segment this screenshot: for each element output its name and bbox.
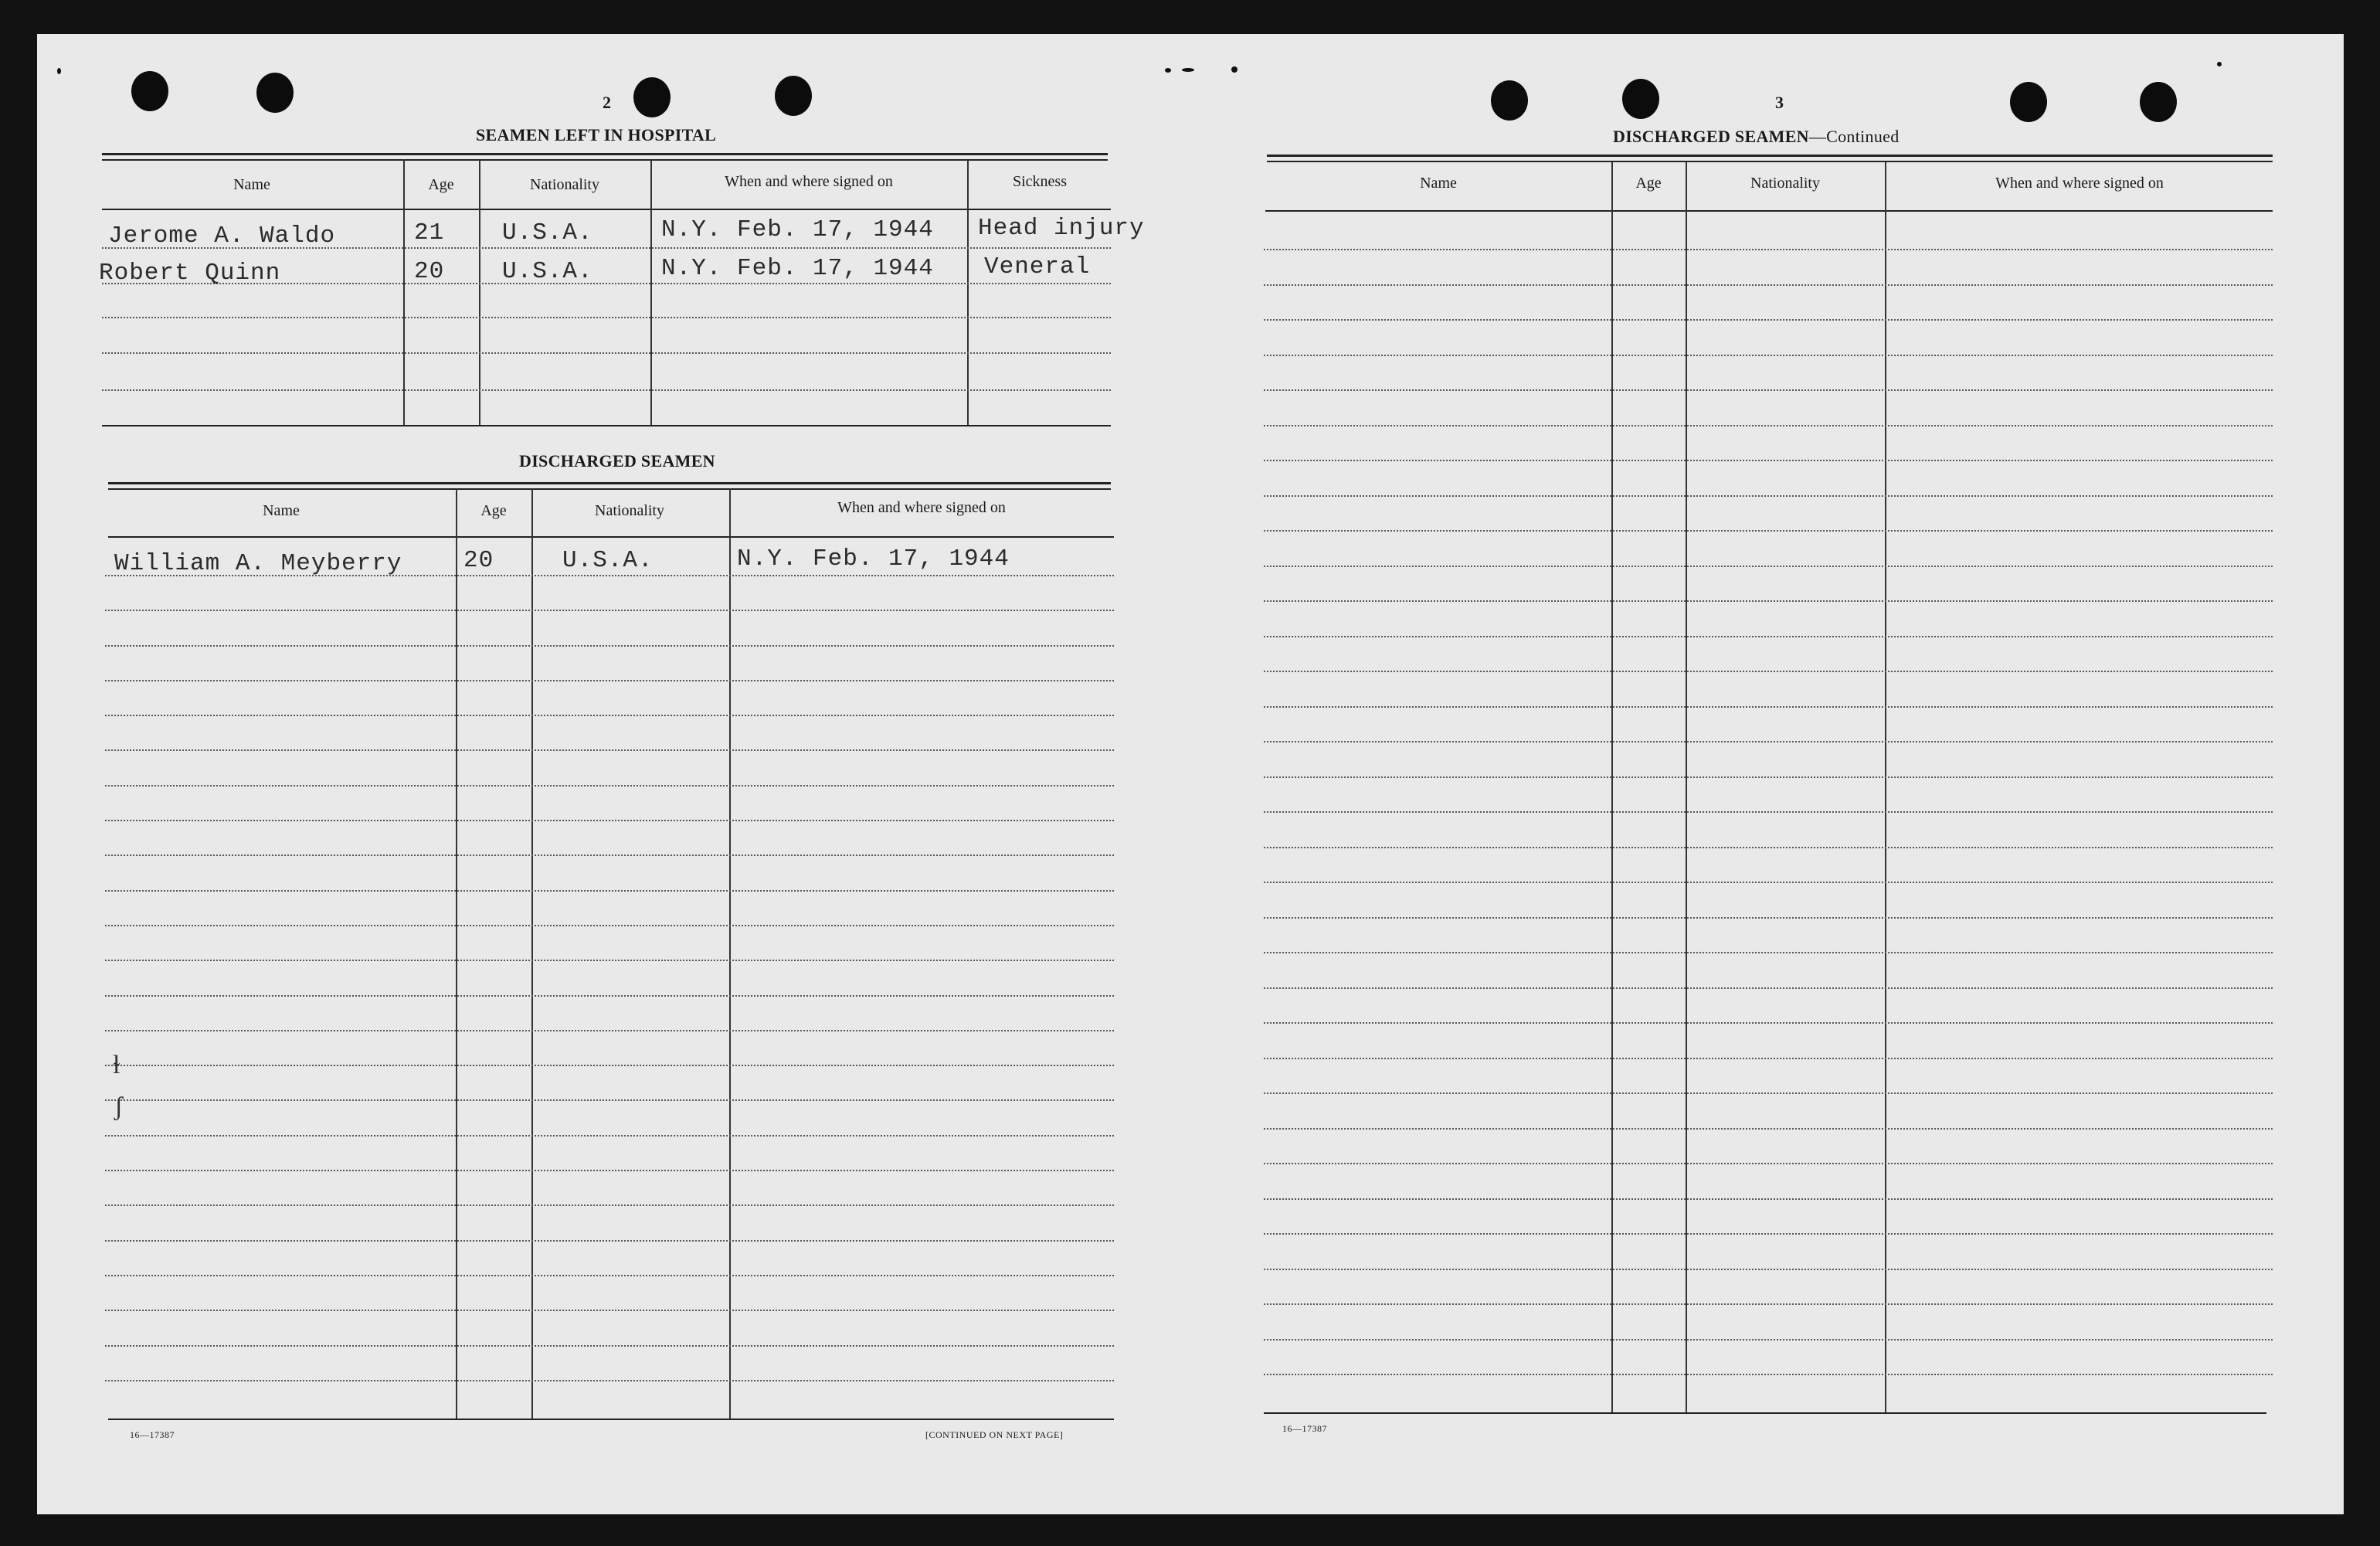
entry-line bbox=[1264, 741, 2273, 742]
ink-speck bbox=[1165, 68, 1171, 73]
entry-line bbox=[105, 575, 1114, 576]
column-divider bbox=[650, 159, 652, 426]
header-rule bbox=[102, 159, 1108, 161]
entry-line bbox=[1264, 355, 2273, 356]
entry-line bbox=[105, 855, 1114, 856]
discharged-title-text: DISCHARGED SEAMEN bbox=[1613, 127, 1809, 146]
entry-line bbox=[1264, 1058, 2273, 1059]
column-header-sickness: Sickness bbox=[1013, 173, 1067, 190]
punch-hole bbox=[2140, 82, 2177, 122]
column-header-nationality: Nationality bbox=[1750, 175, 1820, 192]
column-divider bbox=[456, 488, 457, 1419]
entry-line bbox=[105, 1205, 1114, 1206]
entry-line bbox=[1264, 1374, 2273, 1375]
entry-line bbox=[105, 1275, 1114, 1276]
column-header-signed-on: When and where signed on bbox=[1995, 175, 2164, 192]
discharged-row-nationality: U.S.A. bbox=[562, 547, 654, 574]
hospital-section-title: SEAMEN LEFT IN HOSPITAL bbox=[476, 125, 717, 144]
entry-line bbox=[105, 960, 1114, 961]
entry-line bbox=[1264, 1303, 2273, 1305]
discharged-section-title: DISCHARGED SEAMEN bbox=[519, 451, 715, 471]
hospital-row-signed-on: N.Y. Feb. 17, 1944 bbox=[661, 255, 934, 282]
pencil-mark: ʃ bbox=[114, 1092, 124, 1121]
entry-line bbox=[105, 1310, 1114, 1311]
entry-line bbox=[1264, 952, 2273, 953]
column-divider bbox=[967, 159, 969, 426]
entry-line bbox=[105, 1380, 1114, 1381]
column-divider bbox=[1611, 162, 1613, 1414]
form-number-right: 16—17387 bbox=[1282, 1423, 1327, 1434]
entry-line bbox=[1264, 284, 2273, 286]
entry-line bbox=[1264, 1163, 2273, 1164]
entry-line bbox=[105, 1135, 1114, 1137]
column-header-name: Name bbox=[1420, 175, 1457, 192]
column-header-name: Name bbox=[233, 176, 270, 193]
entry-line bbox=[1264, 1092, 2273, 1094]
hospital-row-signed-on: N.Y. Feb. 17, 1944 bbox=[661, 216, 934, 243]
entry-line bbox=[105, 1170, 1114, 1171]
entry-line bbox=[105, 1065, 1114, 1066]
ink-speck bbox=[1182, 68, 1194, 72]
continued-suffix: —Continued bbox=[1808, 127, 1900, 146]
entry-line bbox=[1264, 530, 2273, 532]
punch-hole bbox=[131, 71, 168, 111]
page-number-right: 3 bbox=[1775, 93, 1784, 112]
form-sheet bbox=[37, 34, 2344, 1514]
entry-line bbox=[105, 785, 1114, 787]
discharged-row-age: 20 bbox=[463, 547, 494, 574]
section-bottom-rule bbox=[1264, 1412, 2266, 1414]
entry-line bbox=[105, 890, 1114, 892]
entry-line bbox=[105, 715, 1114, 716]
column-divider bbox=[729, 488, 731, 1419]
ink-speck bbox=[57, 68, 61, 74]
punch-hole bbox=[633, 77, 671, 117]
entry-line bbox=[105, 680, 1114, 681]
header-rule bbox=[108, 488, 1111, 490]
entry-line bbox=[105, 645, 1114, 647]
entry-line bbox=[1264, 917, 2273, 919]
ink-speck bbox=[1231, 66, 1238, 73]
section-bottom-rule bbox=[102, 425, 1111, 426]
entry-line bbox=[1264, 1022, 2273, 1024]
discharged-row-name: William A. Meyberry bbox=[114, 550, 402, 577]
page-number-left: 2 bbox=[603, 93, 611, 112]
hospital-row-sickness: Veneral bbox=[984, 253, 1091, 280]
section-bottom-rule bbox=[108, 1419, 1114, 1420]
column-header-age: Age bbox=[428, 176, 454, 193]
entry-line bbox=[102, 317, 1111, 318]
entry-line bbox=[105, 610, 1114, 611]
column-header-nationality: Nationality bbox=[595, 502, 664, 519]
column-divider bbox=[479, 159, 480, 426]
entry-line bbox=[1264, 882, 2273, 883]
entry-line bbox=[1264, 811, 2273, 813]
entry-line bbox=[1264, 319, 2273, 321]
entry-line bbox=[1264, 460, 2273, 461]
column-divider bbox=[403, 159, 405, 426]
hospital-row-sickness: Head injury bbox=[978, 215, 1145, 242]
entry-line bbox=[1264, 706, 2273, 708]
entry-line bbox=[1264, 987, 2273, 989]
column-divider bbox=[1686, 162, 1687, 1414]
entry-line bbox=[105, 1099, 1114, 1101]
hospital-row-age: 21 bbox=[414, 219, 445, 246]
column-head-rule bbox=[102, 209, 1111, 210]
entry-line bbox=[1264, 1128, 2273, 1130]
column-head-rule bbox=[1265, 210, 2273, 212]
column-header-name: Name bbox=[263, 502, 300, 519]
entry-line bbox=[105, 1240, 1114, 1242]
ink-speck bbox=[2217, 62, 2222, 66]
column-header-age: Age bbox=[1635, 175, 1662, 192]
entry-line bbox=[105, 1030, 1114, 1031]
entry-line bbox=[1264, 1269, 2273, 1270]
header-rule bbox=[108, 482, 1111, 484]
entry-line bbox=[105, 995, 1114, 997]
entry-line bbox=[105, 1345, 1114, 1347]
pencil-mark: ɫ bbox=[113, 1051, 121, 1079]
punch-hole bbox=[775, 76, 812, 116]
punch-hole bbox=[256, 73, 294, 113]
entry-line bbox=[1264, 1198, 2273, 1200]
header-rule bbox=[102, 153, 1108, 155]
entry-line bbox=[1264, 847, 2273, 848]
column-header-signed-on: When and where signed on bbox=[837, 499, 1006, 516]
entry-line bbox=[1264, 1233, 2273, 1235]
column-header-signed-on: When and where signed on bbox=[725, 173, 893, 190]
hospital-row-nationality: U.S.A. bbox=[502, 219, 593, 246]
entry-line bbox=[102, 389, 1111, 391]
entry-line bbox=[1264, 600, 2273, 602]
column-divider bbox=[1885, 162, 1886, 1414]
column-header-age: Age bbox=[480, 502, 507, 519]
entry-line bbox=[105, 925, 1114, 926]
header-rule bbox=[1267, 161, 2273, 162]
continued-note: [CONTINUED ON NEXT PAGE] bbox=[925, 1429, 1064, 1440]
entry-line bbox=[1264, 495, 2273, 497]
entry-line bbox=[1264, 249, 2273, 250]
discharged-row-signed-on: N.Y. Feb. 17, 1944 bbox=[737, 545, 1010, 573]
entry-line bbox=[1264, 636, 2273, 637]
discharged-continued-title bbox=[1613, 127, 1900, 147]
hospital-row-name: Jerome A. Waldo bbox=[108, 223, 336, 250]
punch-hole bbox=[1622, 79, 1659, 119]
header-rule bbox=[1267, 155, 2273, 157]
column-divider bbox=[531, 488, 533, 1419]
punch-hole bbox=[2010, 82, 2047, 122]
entry-line bbox=[1264, 425, 2273, 426]
entry-line bbox=[102, 352, 1111, 354]
form-number-left: 16—17387 bbox=[130, 1429, 175, 1440]
entry-line bbox=[1264, 566, 2273, 567]
entry-line bbox=[1264, 1339, 2273, 1340]
hospital-row-nationality: U.S.A. bbox=[502, 258, 593, 285]
column-header-nationality: Nationality bbox=[530, 176, 599, 193]
entry-line bbox=[1264, 776, 2273, 778]
column-head-rule bbox=[108, 536, 1114, 538]
punch-hole bbox=[1491, 80, 1528, 121]
hospital-row-age: 20 bbox=[414, 258, 445, 285]
entry-line bbox=[105, 820, 1114, 821]
hospital-row-name: Robert Quinn bbox=[99, 260, 281, 287]
entry-line bbox=[105, 749, 1114, 751]
entry-line bbox=[1264, 671, 2273, 672]
entry-line bbox=[1264, 389, 2273, 391]
